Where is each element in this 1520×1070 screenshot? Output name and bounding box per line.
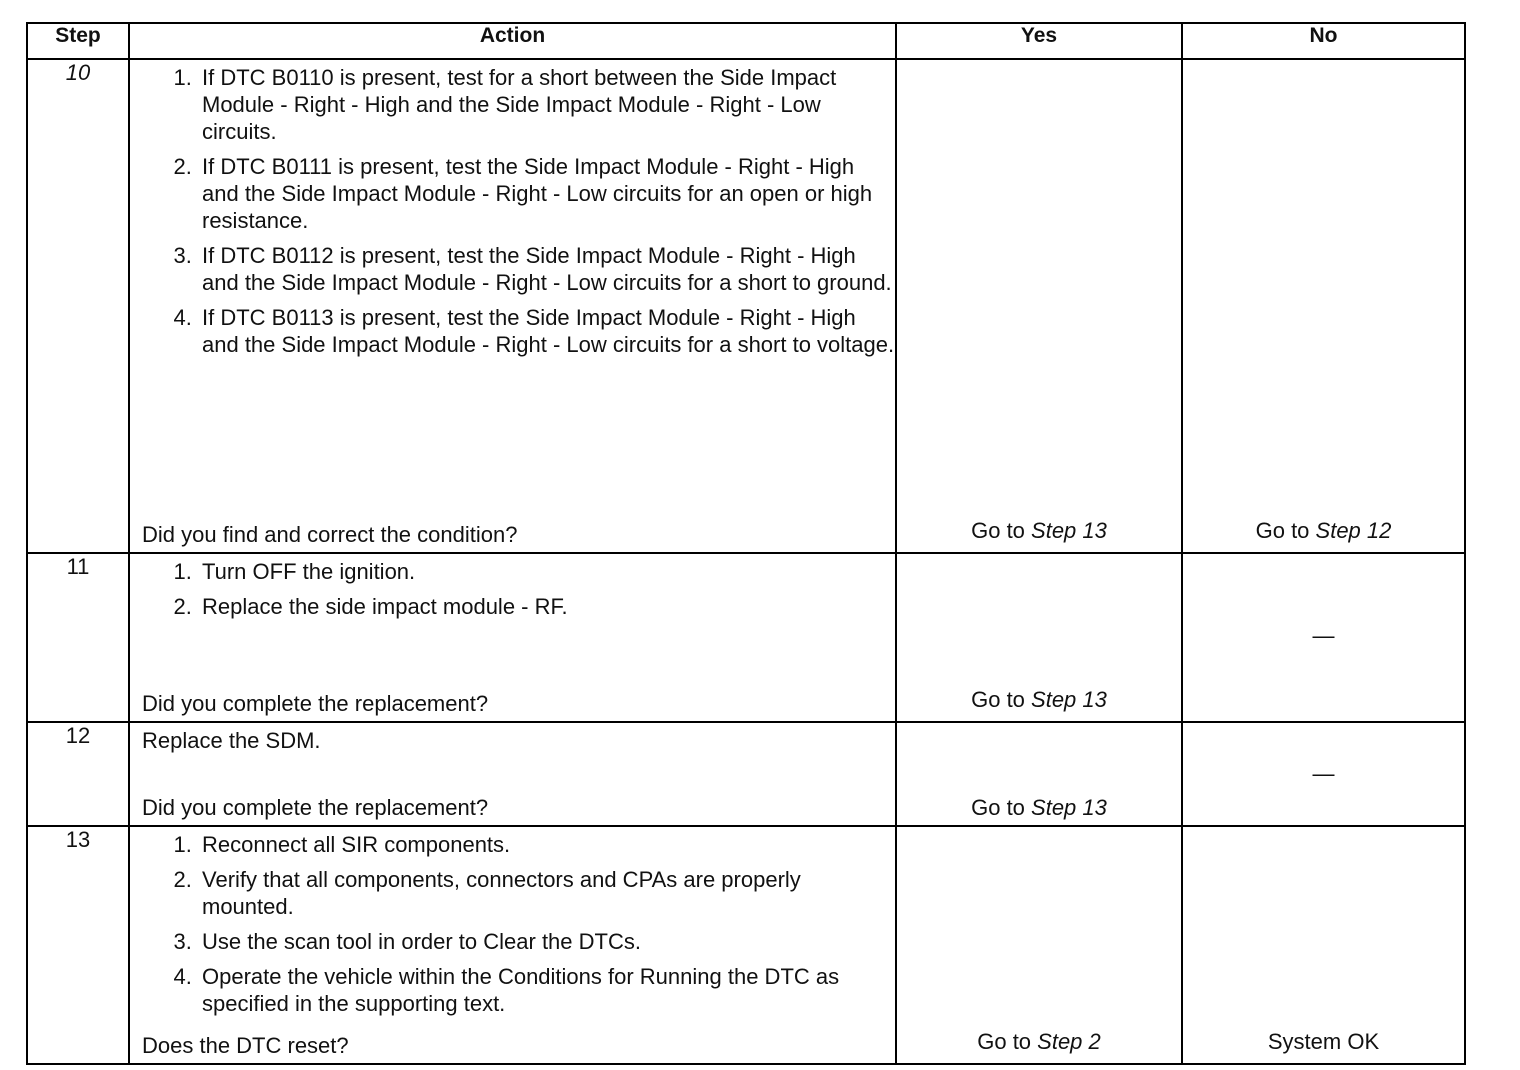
header-action: Action xyxy=(129,23,896,59)
result-prefix: Go to xyxy=(971,687,1032,712)
step-link[interactable]: Step 12 xyxy=(1315,518,1392,543)
header-row xyxy=(27,23,1465,59)
action-cell xyxy=(129,553,896,722)
table-row xyxy=(27,553,1465,722)
list-item: 1. If DTC B0110 is present, test for a short between the Side Impact Module - Right - High and the Side Impact Module - Right - Low circuits. xyxy=(198,64,895,145)
action-cell xyxy=(129,826,896,1064)
step-number: 11 xyxy=(27,553,129,722)
header-step: Step xyxy=(27,23,129,59)
step-link[interactable]: Step 13 xyxy=(1031,795,1107,820)
action-text: Replace the SDM. xyxy=(142,728,321,753)
question-text: Did you complete the replacement? xyxy=(142,795,489,820)
yes-cell xyxy=(896,826,1182,1064)
question-text: Does the DTC reset? xyxy=(142,1033,349,1058)
question-text: Did you complete the replacement? xyxy=(142,691,489,716)
action-cell xyxy=(129,59,896,553)
list-item: 4. If DTC B0113 is present, test the Side Impact Module - Right - High and the Side Impact Module - Right - Low circuits for a short to voltage. xyxy=(198,304,895,358)
no-cell xyxy=(1182,59,1465,553)
table-row xyxy=(27,722,1465,826)
list-item: 1. Reconnect all SIR components. xyxy=(198,831,895,858)
no-result xyxy=(1183,518,1464,544)
yes-result xyxy=(897,1029,1181,1055)
yes-cell xyxy=(896,553,1182,722)
action-list xyxy=(130,558,895,620)
yes-result xyxy=(897,518,1181,544)
result-prefix: Go to xyxy=(971,795,1032,820)
list-item: 4. Operate the vehicle within the Conditions for Running the DTC as specified in the supporting text. xyxy=(198,963,895,1017)
action-list xyxy=(130,64,895,358)
list-item: 1. Turn OFF the ignition. xyxy=(198,558,895,585)
step-link[interactable]: Step 13 xyxy=(1031,687,1107,712)
yes-result xyxy=(897,795,1181,821)
result-prefix: Go to xyxy=(977,1029,1038,1054)
no-result-dash: — xyxy=(1312,761,1335,786)
list-item: 2. If DTC B0111 is present, test the Side Impact Module - Right - High and the Side Impact Module - Right - Low circuits for an open or high resistance. xyxy=(198,153,895,234)
list-item: 2. Replace the side impact module - RF. xyxy=(198,593,895,620)
header-no: No xyxy=(1182,23,1465,59)
no-cell xyxy=(1182,553,1465,722)
result-prefix: Go to xyxy=(971,518,1032,543)
action-list xyxy=(130,831,895,1017)
diagnostic-table xyxy=(26,22,1466,1065)
step-number: 10 xyxy=(27,59,129,553)
header-yes: Yes xyxy=(896,23,1182,59)
yes-cell xyxy=(896,59,1182,553)
action-cell xyxy=(129,722,896,826)
step-link[interactable]: Step 13 xyxy=(1031,518,1107,543)
step-number: 12 xyxy=(27,722,129,826)
table-row xyxy=(27,826,1465,1064)
no-cell xyxy=(1182,722,1465,826)
no-result: System OK xyxy=(1267,1029,1380,1054)
list-item: 3. If DTC B0112 is present, test the Side Impact Module - Right - High and the Side Impact Module - Right - Low circuits for a short to ground. xyxy=(198,242,895,296)
yes-result xyxy=(897,687,1181,713)
list-item: 2. Verify that all components, connectors and CPAs are properly mounted. xyxy=(198,866,895,920)
table-row xyxy=(27,59,1465,553)
step-link[interactable]: Step 2 xyxy=(1037,1029,1101,1054)
list-item: 3. Use the scan tool in order to Clear the DTCs. xyxy=(198,928,895,955)
no-cell xyxy=(1182,826,1465,1064)
yes-cell xyxy=(896,722,1182,826)
result-prefix: Go to xyxy=(1255,518,1316,543)
question-text: Did you find and correct the condition? xyxy=(142,522,518,547)
step-number: 13 xyxy=(27,826,129,1064)
no-result-dash: — xyxy=(1312,622,1335,648)
